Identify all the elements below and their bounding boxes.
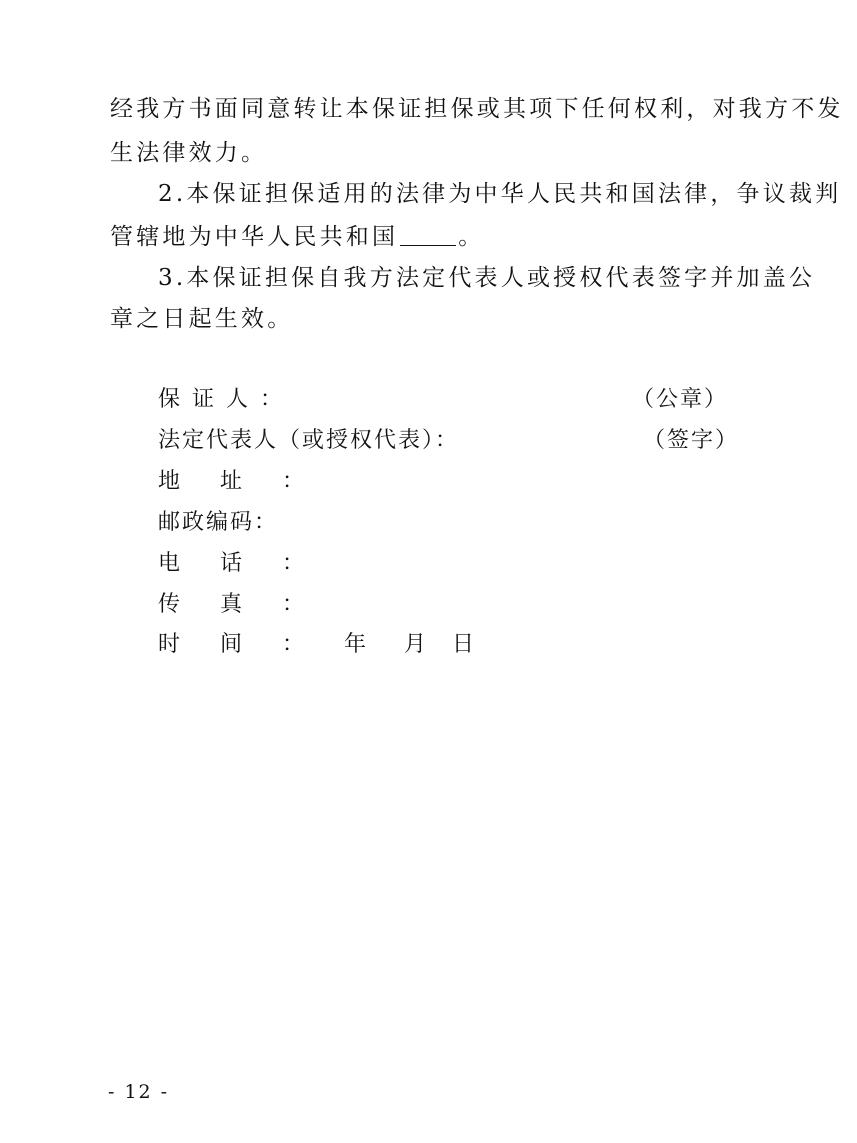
clause-3-line-1: 3.本保证担保自我方法定代表人或授权代表签字并加盖公	[158, 265, 816, 291]
year-unit: 年	[344, 632, 367, 657]
time-label: 时间：	[158, 632, 345, 657]
clause-1-line-1: 经我方书面同意转让本保证担保或其项下任何权利，对我方不发	[110, 96, 844, 122]
jurisdiction-blank	[400, 223, 456, 246]
day-unit: 日	[452, 632, 475, 657]
clause-2-line-2	[110, 221, 760, 253]
clause-2-period: 。	[458, 224, 485, 250]
phone-label: 电话：	[158, 551, 345, 576]
representative-label: 法定代表人（或授权代表）：	[158, 428, 460, 453]
postcode-label: 邮政编码：	[158, 510, 279, 535]
guarantor-label: 保证人：	[158, 387, 295, 412]
month-unit: 月	[404, 632, 427, 657]
fax-label: 传真：	[158, 592, 345, 617]
clause-2-line-1: 2.本保证担保适用的法律为中华人民共和国法律，争议裁判	[158, 181, 842, 207]
clause-1-line-2: 生法律效力。	[110, 140, 268, 166]
signature-tag: （签字）	[643, 428, 740, 453]
address-label: 地址：	[158, 469, 345, 494]
clause-3-line-2: 章之日起生效。	[110, 306, 294, 332]
clause-2-text: 管辖地为中华人民共和国	[110, 224, 399, 250]
page-number: - 12 -	[108, 1081, 170, 1103]
company-seal-tag: （公章）	[632, 387, 729, 412]
